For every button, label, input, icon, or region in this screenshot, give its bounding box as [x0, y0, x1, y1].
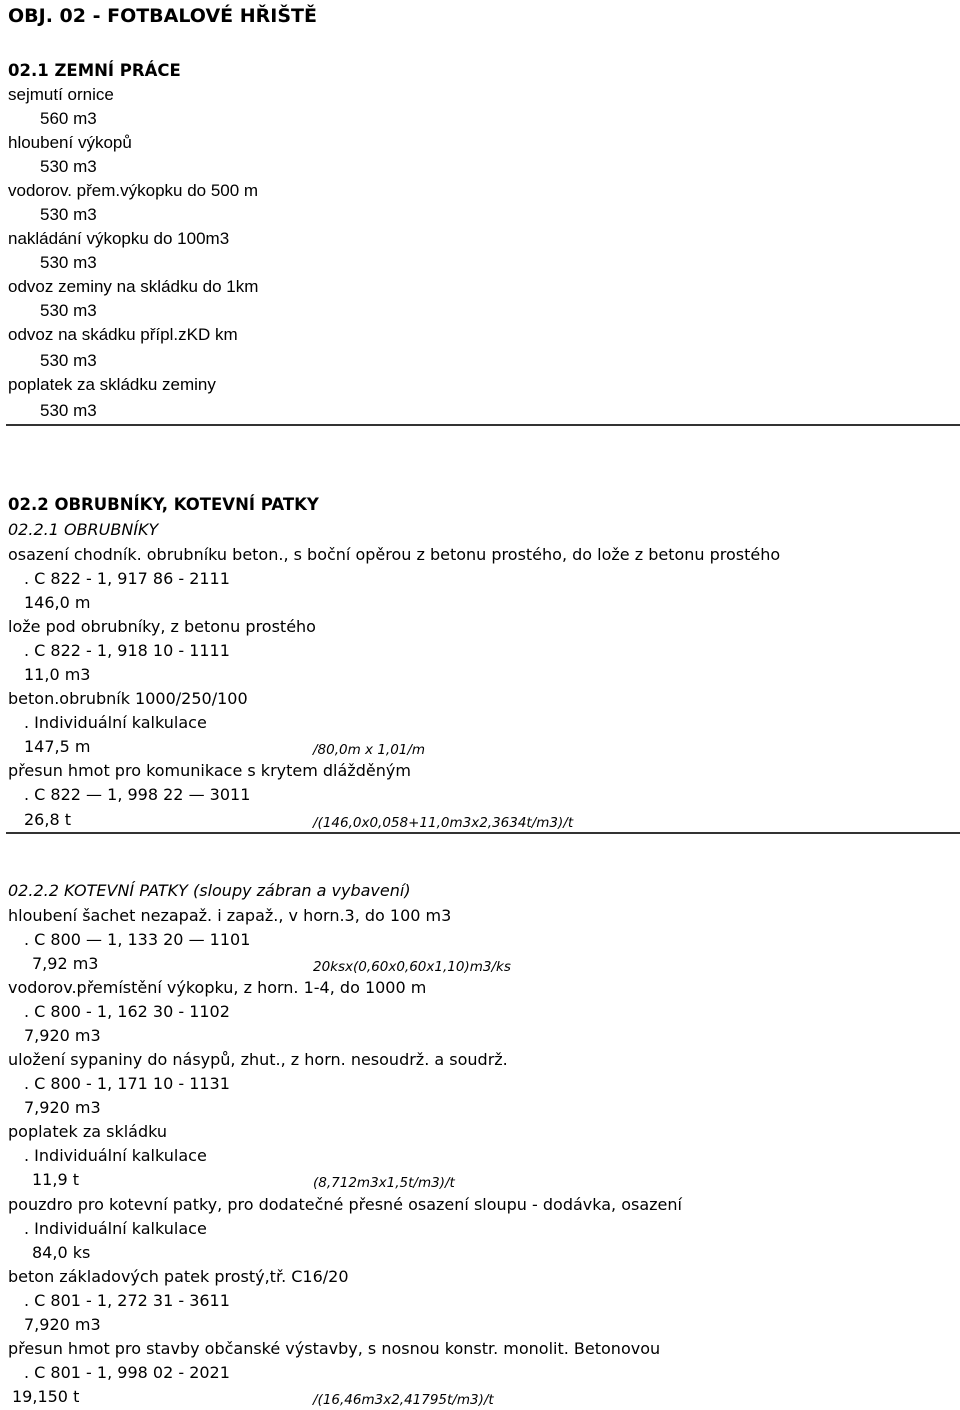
item-calculation-note: /(146,0x0,058+11,0m3x2,3634t/m3)/t	[313, 815, 574, 831]
section-heading-zemni-prace: 02.1 ZEMNÍ PRÁCE	[8, 61, 181, 80]
item-code: . C 801 - 1, 272 31 - 3611	[24, 1291, 230, 1310]
item-code: . Individuální kalkulace	[24, 713, 207, 732]
item-quantity: 560 m3	[40, 109, 97, 128]
item-code: . Individuální kalkulace	[24, 1146, 207, 1165]
section-divider	[6, 832, 960, 834]
item-description: pouzdro pro kotevní patky, pro dodatečné přesné osazení sloupu - dodávka, osazení	[8, 1195, 682, 1214]
item-quantity: 7,920 m3	[24, 1098, 101, 1117]
item-quantity: 530 m3	[40, 157, 97, 176]
item-code: . C 800 - 1, 162 30 - 1102	[24, 1002, 230, 1021]
item-quantity: 7,920 m3	[24, 1026, 101, 1045]
item-quantity: 7,920 m3	[24, 1315, 101, 1334]
item-description: poplatek za skládku zeminy	[8, 375, 216, 394]
item-calculation-note: /(16,46m3x2,41795t/m3)/t	[313, 1392, 494, 1408]
item-quantity: 11,0 m3	[24, 665, 91, 684]
item-description: odvoz zeminy na skládku do 1km	[8, 277, 259, 296]
item-quantity: 19,150 t	[12, 1387, 80, 1406]
subsection-heading-obrubniky: 02.2.1 OBRUBNÍKY	[8, 520, 159, 539]
item-calculation-note: (8,712m3x1,5t/m3)/t	[313, 1175, 455, 1191]
item-description: hloubení výkopů	[8, 133, 132, 152]
item-description: beton základových patek prostý,tř. C16/20	[8, 1267, 349, 1286]
item-description: poplatek za skládku	[8, 1122, 168, 1141]
item-quantity: 530 m3	[40, 401, 97, 420]
subsection-heading-kotevni-patky: 02.2.2 KOTEVNÍ PATKY (sloupy zábran a vybavení)	[8, 881, 411, 900]
item-description: nakládání výkopku do 100m3	[8, 229, 230, 248]
item-description: hloubení šachet nezapaž. i zapaž., v horn.3, do 100 m3	[8, 906, 452, 925]
item-code: . Individuální kalkulace	[24, 1219, 207, 1238]
item-quantity: 26,8 t	[24, 810, 71, 829]
item-code: . C 800 - 1, 171 10 - 1131	[24, 1074, 230, 1093]
section-heading-obrubniky-kotevni-patky: 02.2 OBRUBNÍKY, KOTEVNÍ PATKY	[8, 495, 319, 514]
item-quantity: 84,0 ks	[32, 1243, 91, 1262]
item-calculation-note: 20ksx(0,60x0,60x1,10)m3/ks	[313, 959, 511, 975]
item-description: osazení chodník. obrubníku beton., s boční opěrou z betonu prostého, do lože z betonu prostého	[8, 545, 781, 564]
section-divider	[6, 424, 960, 426]
item-description: vodorov.přemístění výkopku, z horn. 1-4, do 1000 m	[8, 978, 427, 997]
item-calculation-note: /80,0m x 1,01/m	[313, 742, 426, 758]
item-quantity: 530 m3	[40, 205, 97, 224]
item-description: přesun hmot pro komunikace s krytem dlážděným	[8, 761, 411, 780]
document-title: OBJ. 02 - FOTBALOVÉ HŘIŠTĚ	[8, 5, 317, 27]
item-description: lože pod obrubníky, z betonu prostého	[8, 617, 316, 636]
item-description: odvoz na skádku přípl.zKD km	[8, 325, 238, 344]
item-description: vodorov. přem.výkopku do 500 m	[8, 181, 259, 200]
item-code: . C 822 - 1, 917 86 - 2111	[24, 569, 230, 588]
item-description: uložení sypaniny do násypů, zhut., z horn. nesoudrž. a soudrž.	[8, 1050, 508, 1069]
item-quantity: 11,9 t	[32, 1170, 79, 1189]
item-description: sejmutí ornice	[8, 85, 114, 104]
item-description: beton.obrubník 1000/250/100	[8, 689, 248, 708]
item-quantity: 146,0 m	[24, 593, 91, 612]
item-code: . C 822 — 1, 998 22 — 3011	[24, 785, 251, 804]
item-quantity: 530 m3	[40, 351, 97, 370]
item-quantity: 530 m3	[40, 301, 97, 320]
item-quantity: 147,5 m	[24, 737, 91, 756]
item-code: . C 822 - 1, 918 10 - 1111	[24, 641, 230, 660]
item-code: . C 800 — 1, 133 20 — 1101	[24, 930, 251, 949]
item-quantity: 530 m3	[40, 253, 97, 272]
item-description: přesun hmot pro stavby občanské výstavby, s nosnou konstr. monolit. Betonovou	[8, 1339, 661, 1358]
item-code: . C 801 - 1, 998 02 - 2021	[24, 1363, 230, 1382]
item-quantity: 7,92 m3	[32, 954, 99, 973]
